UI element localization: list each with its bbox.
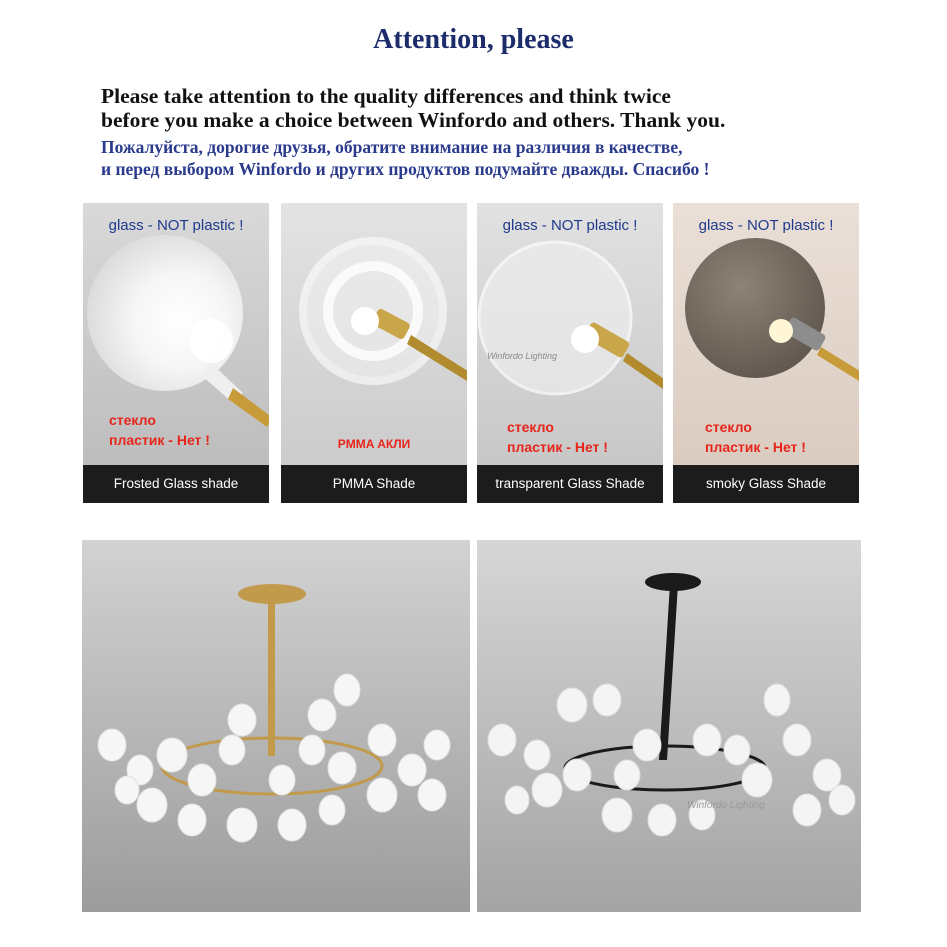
black-chandelier-image [477, 540, 861, 912]
ru-line2: пластик - Нет ! [507, 439, 608, 455]
russian-notice-line1: Пожалуйста, дорогие друзья, обратите внимание на различия в качестве, [101, 137, 683, 157]
black-chandelier-photo [477, 540, 861, 912]
pmma-ru-label: PMMA АКЛИ [337, 437, 411, 451]
russian-notice [101, 136, 709, 180]
watermark: Winfordo Lighting [687, 800, 765, 811]
glass-not-plastic-ru-label [507, 417, 608, 457]
english-notice-line1: Please take attention to the quality differences and think twice [101, 84, 671, 108]
ru-line1: стекло [705, 419, 752, 435]
frosted-glass-bulb-image [83, 203, 269, 503]
ru-line1: стекло [507, 419, 554, 435]
panel-frosted-glass [83, 203, 269, 503]
english-notice-line2: before you make a choice between Winfordo and others. Thank you. [101, 108, 726, 132]
watermark: Winfordo Lighting [487, 351, 557, 361]
glass-not-plastic-label: glass - NOT plastic ! [502, 217, 638, 234]
panel-smoky-glass [673, 203, 859, 503]
panel-caption: PMMA Shade [281, 465, 467, 503]
glass-not-plastic-label: glass - NOT plastic ! [698, 217, 834, 234]
panel-caption: transparent Glass Shade [477, 465, 663, 503]
panel-caption: Frosted Glass shade [83, 465, 269, 503]
glass-not-plastic-label: glass - NOT plastic ! [108, 217, 244, 234]
page-title: Attention, please [373, 24, 574, 55]
ru-line2: пластик - Нет ! [705, 439, 806, 455]
gold-chandelier-photo [82, 540, 470, 912]
panel-caption: smoky Glass Shade [673, 465, 859, 503]
glass-not-plastic-ru-label [109, 410, 210, 450]
glass-not-plastic-ru-label [705, 417, 806, 457]
pmma-bulb-image [281, 203, 467, 503]
panel-transparent-glass [477, 203, 663, 503]
ru-line1: стекло [109, 412, 156, 428]
gold-chandelier-image [82, 540, 470, 912]
english-notice [101, 84, 725, 132]
smoky-glass-bulb-image [673, 203, 859, 503]
ru-line2: пластик - Нет ! [109, 432, 210, 448]
russian-notice-line2: и перед выбором Winfordo и других продуктов подумайте дважды. Спасибо ! [101, 159, 710, 179]
panel-pmma [281, 203, 467, 503]
